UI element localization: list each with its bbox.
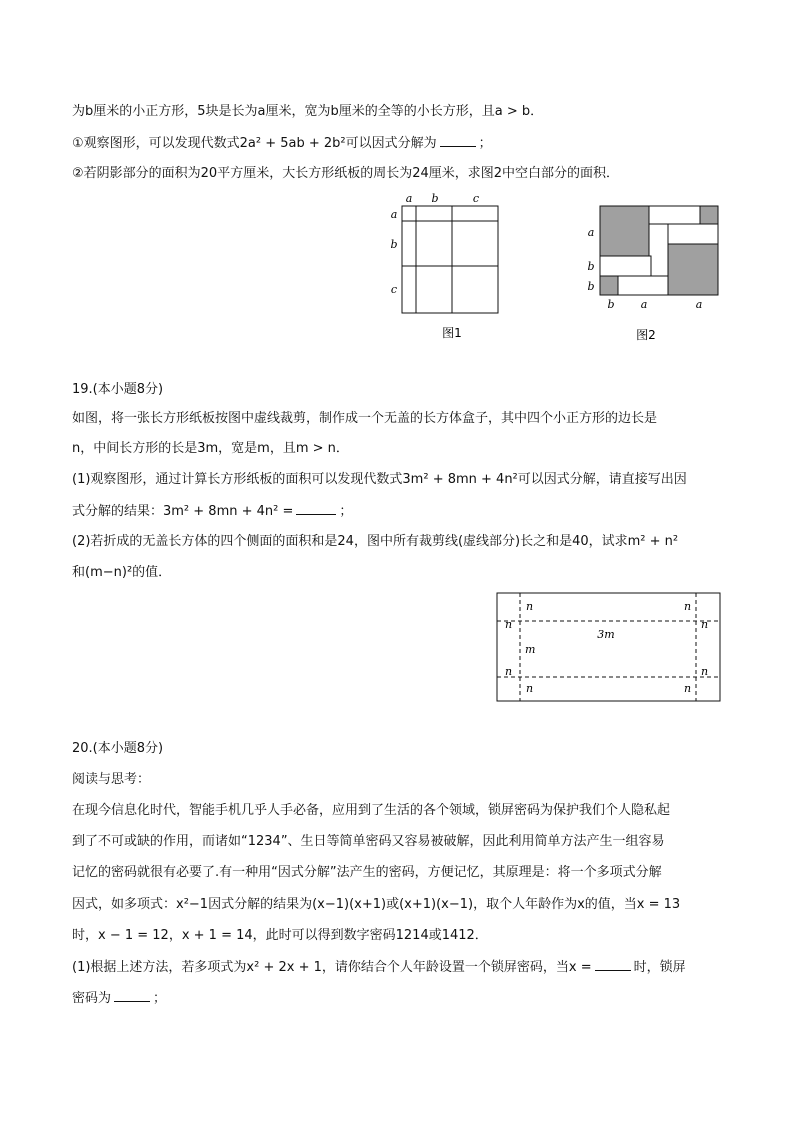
fig2-caption: 图2 [636,328,656,342]
q18-figure-1 [380,190,510,340]
q19-line6: 和(m−n)²的值． [72,565,172,580]
q18-part1-end: ； [478,136,492,151]
fig1-top-b: b [431,192,439,205]
q20-p5: 时，x − 1 = 12，x + 1 = 14，此时可以得到数字密码1214或1412． [72,928,488,943]
fig2-side-b1: b [587,260,595,273]
q19-line4-text: 式分解的结果：3m² + 8mn + 4n² = [72,504,294,519]
q19-line4 [72,502,352,521]
q18-answer-blank[interactable] [440,134,476,147]
q19-answer-blank[interactable] [296,502,336,515]
q20-intro: 阅读与思考： [72,772,151,787]
q19-line4-end: ； [339,504,353,519]
q20-p4: 因式，如多项式：x²−1因式分解的结果为(x−1)(x+1)或(x+1)(x−1)，取个人年龄作为x的值，当x = 13 [72,897,681,912]
q19-label-n-8: n [684,682,692,695]
q18-figure-2 [580,196,730,346]
fig2-bottom-a1: a [640,298,648,311]
q19-figure [496,592,722,704]
q20-p2: 到了不可或缺的作用，而诸如“1234”、生日等简单密码又容易被破解，因此利用简单方法产生一组容易 [72,834,665,849]
q20-q1-cont [72,989,166,1008]
q19-label-n-7: n [526,682,534,695]
q20-q1-text2: 时，锁屏 [633,960,686,975]
q20-password-blank[interactable] [114,989,150,1002]
q19-label-n-5: n [505,665,513,678]
fig1-side-b: b [390,238,398,251]
q20-header: 20.(本小题8分) [72,741,164,756]
q20-q1-end: ； [153,991,167,1006]
q19-label-n-6: n [701,665,709,678]
fig1-top-c: c [472,192,480,205]
q20-p1: 在现今信息化时代，智能手机几乎人手必备，应用到了生活的各个领域，锁屏密码为保护我们个人隐私起 [72,803,671,818]
q20-q1-text: (1)根据上述方法，若多项式为x² + 2x + 1，请你结合个人年龄设置一个锁屏密码，当x = [72,960,592,975]
fig2-side-a: a [587,226,595,239]
q19-label-n-4: n [701,618,709,631]
q19-label-n-1: n [526,600,534,613]
fig2-bottom-b: b [607,298,615,311]
fig1-top-a: a [405,192,413,205]
q19-line3: (1)观察图形，通过计算长方形纸板的面积可以发现代数式3m² + 8mn + 4n²可以因式分解，请直接写出因 [72,472,687,487]
q19-line5: (2)若折成的无盖长方体的四个侧面的面积和是24，图中所有裁剪线(虚线部分)长之和是40，试求m² + n² [72,534,679,549]
fig1-caption: 图1 [442,326,462,340]
q20-q1-text3: 密码为 [72,991,112,1006]
q19-label-m: m [525,643,536,656]
q20-p3: 记忆的密码就很有必要了.有一种用“因式分解”法产生的密码，方便记忆，其原理是：将一个多项式分解 [72,865,662,880]
q19-line1: 如图，将一张长方形纸板按图中虚线裁剪，制作成一个无盖的长方体盒子，其中四个小正方形的边长是 [72,411,658,426]
q19-line2: n，中间长方形的长是3m，宽是m，且m > n． [72,441,349,456]
fig2-side-b2: b [587,280,595,293]
q19-label-n-3: n [505,618,513,631]
q18-part1-text: ①观察图形，可以发现代数式2a² + 5ab + 2b²可以因式分解为 [72,136,437,151]
q18-part2: ②若阴影部分的面积为20平方厘米，大长方形纸板的周长为24厘米，求图2中空白部分的面积． [72,166,620,181]
q19-label-3m: 3m [597,628,615,641]
q19-header: 19.(本小题8分) [72,382,164,397]
q18-line1: 为b厘米的小正方形，5块是长为a厘米，宽为b厘米的全等的小长方形，且a > b． [72,104,544,119]
fig2-bottom-a2: a [695,298,703,311]
q19-label-n-2: n [684,600,692,613]
q18-part1 [72,134,492,153]
q20-age-blank[interactable] [595,958,631,971]
q20-q1 [72,958,686,977]
fig1-side-c: c [390,283,398,296]
fig1-side-a: a [390,208,398,221]
